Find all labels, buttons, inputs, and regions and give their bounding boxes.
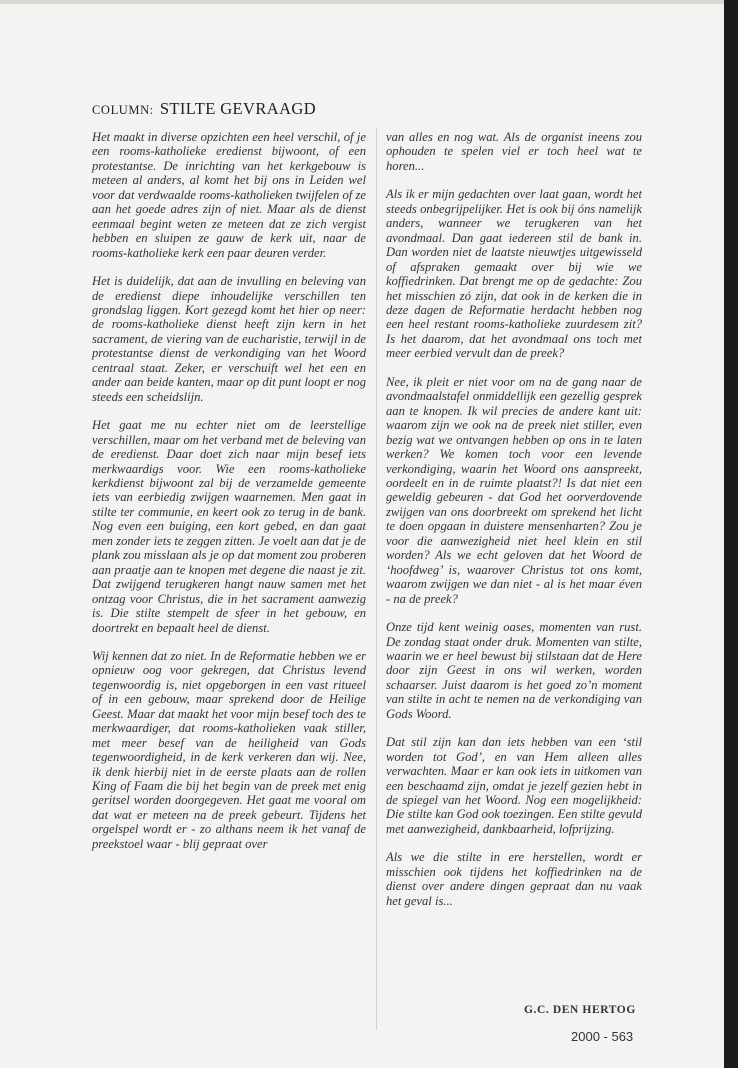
paragraph: Als ik er mijn gedachten over laat gaan, wordt het steeds onbegrijpelijker. Het is ook bij óns namelijk anders, wanneer we terugkeren van het avondmaal. Dan gaat iedereen stil de bank in. Dan worden niet de laatste nieuwtjes uitgewisseld of afspraken gemaakt over bij wie we koffiedrinken. Dat brengt me op de gedachte: Zou het misschien zó zijn, dat ook in de kerken die in deze dagen de Reformatie herdacht hebben nog een heel restant rooms-katholieke zuurdesem zit? Is het daarom, dat het avondmaal ons toch met meer eerbied vervult dan de preek? xyxy=(386,187,642,361)
column-label: COLUMN: xyxy=(92,103,154,117)
paragraph: Dat stil zijn kan dan iets hebben van een ‘stil worden tot God’, en van Hem alleen alles verwachten. Maar er kan ook iets in uitkomen van een beschaamd zijn, omdat je jezelf gezien hebt in de spiegel van het Woord. Nog een mogelijkheid: Die stilte kan God ook toezingen. Een stilte gevuld met aanwezigheid, dankbaarheid, lofprijzing. xyxy=(386,735,642,836)
left-column xyxy=(92,130,366,865)
paragraph: Onze tijd kent weinig oases, momenten van rust. De zondag staat onder druk. Momenten van stilte, waarin we er heel bewust bij stilstaan dat de Here door zijn Geest in ons wil werken, worden schaarser. Juist daarom is het goed zo’n moment van stilte in acht te nemen na de verkondiging van Gods Woord. xyxy=(386,620,642,721)
column-title: STILTE GEVRAAGD xyxy=(159,99,317,118)
scan-top-edge xyxy=(0,0,724,4)
paragraph: Het gaat me nu echter niet om de leerstellige verschillen, maar om het verband met de beleving van de eredienst. Daar doet zich naar mijn besef iets merkwaardigs voor. Wie een rooms-katholieke kerkdienst bijwoont zal bij de verzamelde gemeente iets van eerbiedig zwijgen waarnemen. Men gaat in stilte ter communie, en keert ook zo terug in de bank. Nog even een buiging, een kort gebed, en dan gaat men zonder iets te zeggen zitten. Je voelt aan dat je de plank zou misslaan als je op dat moment zou proberen aan praatje aan te knopen met degene die naast je zit. Dat zwijgend terugkeren hangt nauw samen met het ontzag voor Christus, die in het sacrament aanwezig is. Die stilte stempelt de sfeer in het gebouw, en doortrekt en bepaalt heel de dienst. xyxy=(92,418,366,635)
page-number: 2000 - 563 xyxy=(571,1029,634,1044)
paragraph: Het maakt in diverse opzichten een heel verschil, of je een rooms-katholieke eredienst bijwoont, of een protestantse. De inrichting van het kerkgebouw is meteen al anders, al komt het bij ons in Leiden wel voor dat verdwaalde rooms-katholieken twijfelen of ze aan het goede adres zijn of niet. Maar als de dienst eenmaal begint weten ze meteen dat ze zich vergist hebben en sluipen ze gauw de kerk uit, naar de rooms-katholieke kerk een paar deuren verder. xyxy=(92,130,366,260)
scan-right-edge xyxy=(724,0,738,1068)
paragraph: Het is duidelijk, dat aan de invulling en beleving van de eredienst diepe inhoudelijke verschillen ten grondslag liggen. Kort gezegd komt het hier op neer: de rooms-katholieke dienst heeft zijn kern in het sacrament, de viering van de eucharistie, terwijl in de protestantse dienst de verkondiging van het Woord centraal staat. Zeker, er verschuift wel het een en ander aan beide kanten, maar op dit punt loopt er nog steeds een scheidslijn. xyxy=(92,274,366,404)
paragraph: Wij kennen dat zo niet. In de Reformatie hebben we er opnieuw oog voor gekregen, dat Christus levend tegenwoordig is, niet opgeborgen in een vast ritueel of in een gebouw, maar sprekend door de Heilige Geest. Maar dat maakt het voor mijn besef toch des te merkwaardiger, dat rooms-katholieken vaak stiller, met meer besef van de heiligheid van Gods tegenwoordigheid, in de kerk verkeren dan wij. Nee, ik denk hierbij niet in de eerste plaats aan de rollen King of Faam die bij het begin van de preek met enig geritsel worden doorgegeven. Het gaat me vooral om dat wat er meteen na de preek gebeurt. Tijdens het orgelspel wordt er - zo althans neem ik het vanaf de preekstoel waar - blij gepraat over xyxy=(92,648,366,851)
paragraph: Nee, ik pleit er niet voor om na de gang naar de avondmaalstafel onmiddellijk een gezellig gesprek aan te knopen. Ik wil precies de andere kant uit: waarom zijn we ook na de preek niet stiller, even bezig wat we ontvangen hebben op ons in te laten werken? We komen toch voor een levende verkondiging, waarin het Woord ons aanspreekt, oordeelt en in de ruimte plaatst?! Is dat niet een geweldig gebeuren - dat God het oorverdovende zwijgen van ons doorbreekt om sprekend het licht te doen opgaan in duistere mensenharten? Zou je voor die aanwezigheid niet heel klein en stil worden? Als we echt geloven dat het Woord de ‘hoofdweg’ is, waarover Christus tot ons komt, waarom zwijgen we dan niet - al is het maar éven - na de preek? xyxy=(386,374,642,606)
paragraph: van alles en nog wat. Als de organist ineens zou ophouden te spelen viel er toch heel wat te horen... xyxy=(386,130,642,173)
author-signature: G.C. DEN HERTOG xyxy=(524,1004,636,1016)
column-divider xyxy=(376,128,377,1030)
column-header xyxy=(92,99,316,119)
right-column xyxy=(386,130,642,922)
paragraph: Als we die stilte in ere herstellen, wordt er misschien ook tijdens het koffiedrinken na de dienst over andere dingen gepraat dan nu vaak het geval is... xyxy=(386,850,642,908)
